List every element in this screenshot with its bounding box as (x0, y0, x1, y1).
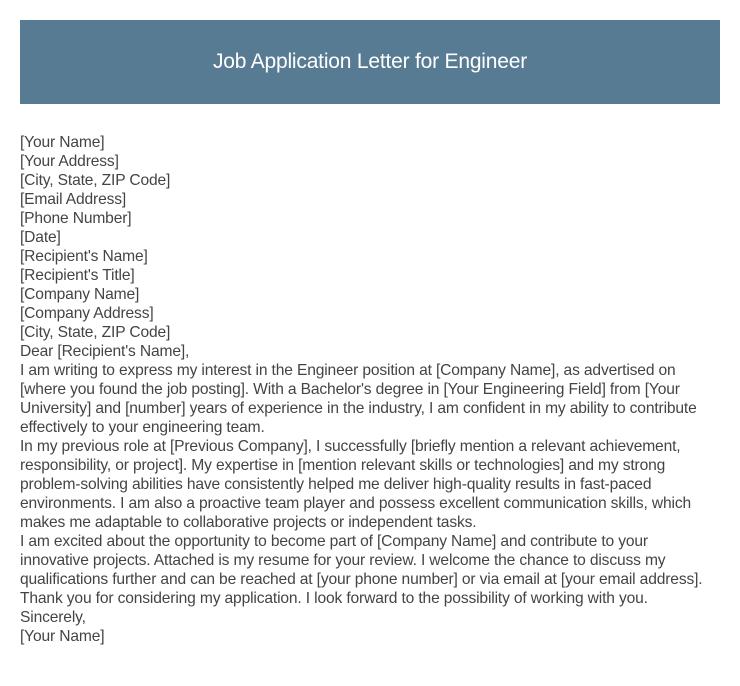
sender-block (20, 133, 720, 228)
sender-city-state-zip: [City, State, ZIP Code] (20, 172, 171, 189)
paragraph-intro: I am writing to express my interest in the Engineer position at [Company Name], as advertised on [where you found the job posting]. With a Bachelor's degree in [Your Engineering Field] from [Your University] and [number] years of experience in the industry, I am confident in my ability to contribute effectively to your engineering team. (20, 362, 697, 436)
page-title: Job Application Letter for Engineer (212, 50, 528, 73)
recipient-title: [Recipient's Title] (20, 267, 135, 284)
closing: Sincerely, (20, 609, 86, 626)
letter-date: [Date] (20, 229, 61, 246)
recipient-company: [Company Name] (20, 286, 140, 303)
salutation: Dear [Recipient's Name], (20, 343, 190, 360)
sender-address: [Your Address] (20, 153, 119, 170)
signature: [Your Name] (20, 628, 105, 645)
page-header (20, 20, 720, 104)
sender-email: [Email Address] (20, 191, 127, 208)
paragraph-interest: I am excited about the opportunity to become part of [Company Name] and contribute to your innovative projects. Attached is my resume for your review. I welcome the chance to discuss my qualifications further and can be reached at [your phone number] or via email at [your email address]. (20, 533, 703, 588)
recipient-city-state-zip: [City, State, ZIP Code] (20, 324, 171, 341)
recipient-company-address: [Company Address] (20, 305, 154, 322)
sender-phone: [Phone Number] (20, 210, 132, 227)
letter-body (20, 133, 720, 646)
recipient-block (20, 247, 720, 342)
paragraph-experience: In my previous role at [Previous Company], I successfully [briefly mention a relevant achievement, responsibility, or project]. My expertise in [mention relevant skills or technologies] and my strong problem-solving abilities have consistently helped me deliver high-quality results in fast-paced environments. I am also a proactive team player and possess excellent communication skills, which makes me adaptable to collaborative projects or independent tasks. (20, 438, 692, 531)
sender-name: [Your Name] (20, 134, 105, 151)
recipient-name: [Recipient's Name] (20, 248, 148, 265)
paragraph-thanks: Thank you for considering my application. I look forward to the possibility of working with you. (20, 590, 648, 607)
